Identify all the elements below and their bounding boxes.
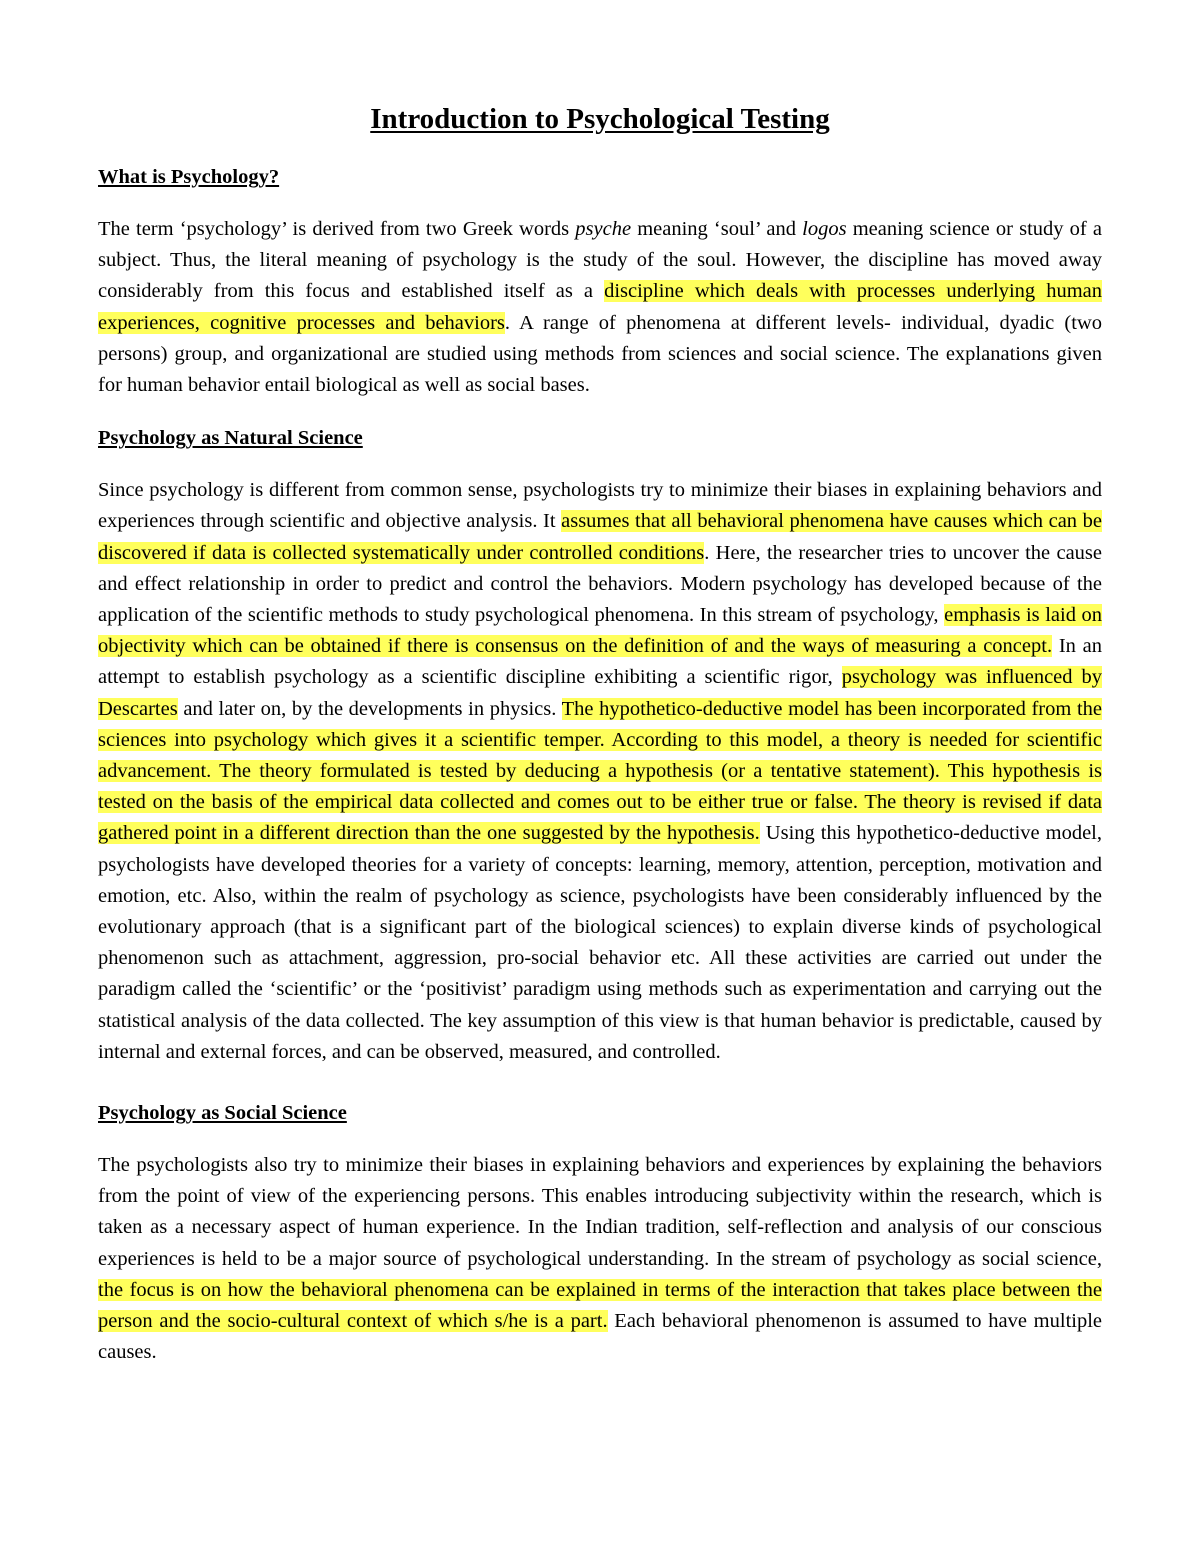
text-run: In an attempt to establish psychology as a scientific discipline exhibiting a scientific rigor, — [98, 635, 1102, 689]
section-heading-natural-science: Psychology as Natural Science — [98, 427, 363, 450]
highlighted-text: The hypothetico-deductive model has been incorporated from the sciences into psychology which gives it a scientific temper. According to this model, a theory is needed for scientific advancement. The theory formulated is tested by deducing a hypothesis (or a tentative statement). This hypothesis is tested on the basis of the empirical data collected and comes out to be either true or false. The theory is revised if data gathered point in a different direction than the one suggested by the hypothesis. — [98, 697, 1102, 845]
text-run: Since psychology is different from common sense, psychologists try to minimize their biases in explaining behaviors and experiences through scientific and objective analysis. It — [98, 479, 1102, 533]
paragraph-what-is-psychology — [98, 214, 1102, 401]
paragraph-social-science — [98, 1150, 1102, 1368]
highlighted-text: discipline which deals with processes underlying human experiences, cognitive processes and behaviors — [98, 280, 1102, 334]
text-run: and later on, by the developments in physics. — [177, 697, 562, 720]
section-heading-social-science: Psychology as Social Science — [98, 1102, 347, 1125]
text-run: The term ‘psychology’ is derived from two Greek words — [98, 218, 576, 240]
italic-term-logos: logos — [802, 218, 847, 240]
text-run: Using this hypothetico-deductive model, psychologists have developed theories for a variety of concepts: learning, memory, attention, perception, motivation and emotion, etc. Also, within the realm of psychology as science, psychologists have been considerably influenced by the evolutionary approach (that is a significant part of the biological sciences) to explain diverse kinds of psychological phenomenon such as attachment, aggression, pro-social behavior etc. All these activities are carried out under the paradigm called the ‘scientific’ or the ‘positivist’ paradigm using methods such as experimentation and carrying out the statistical analysis of the data collected. The key assumption of this view is that human behavior is predictable, caused by internal and external forces, and can be observed, measured, and controlled. — [98, 822, 1102, 1063]
text-run: Each behavioral phenomenon is assumed to have multiple causes. — [98, 1310, 1103, 1364]
text-run: . A range of phenomena at different levels- individual, dyadic (two persons) group, and organizational are studied using methods from sciences and social science. The explanations given for human behavior entail biological as well as social bases. — [98, 311, 1103, 397]
section-heading-what-is-psychology: What is Psychology? — [98, 166, 280, 188]
highlighted-text: psychology was influenced by Descartes — [98, 666, 1102, 720]
document-page — [98, 100, 1102, 1393]
highlighted-text: assumes that all behavioral phenomena have causes which can be discovered if data is collected systematically under controlled conditions — [98, 510, 1102, 564]
highlighted-text: emphasis is laid on objectivity which can be obtained if there is consensus on the definition of and the ways of measuring a concept. — [98, 604, 1102, 658]
document-title: Introduction to Psychological Testing — [370, 103, 830, 135]
paragraph-natural-science — [98, 475, 1102, 1068]
text-run: . Here, the researcher tries to uncover the cause and effect relationship in order to predict and control the behaviors. Modern psychology has developed because of the application of the scientific methods to study psychological phenomena. In this stream of psychology, — [98, 541, 1102, 627]
text-run: The psychologists also try to minimize their biases in explaining behaviors and experiences by explaining the behaviors from the point of view of the experiencing persons. This enables introducing subjectivity within the research, which is taken as a necessary aspect of human experience. In the Indian tradition, self-reflection and analysis of our conscious experiences is held to be a major source of psychological understanding. In the stream of psychology as social science, — [98, 1154, 1102, 1270]
text-run: meaning ‘soul’ and — [631, 218, 803, 240]
highlighted-text: the focus is on how the behavioral phenomena can be explained in terms of the interaction that takes place between the person and the socio-cultural context of which s/he is a part. — [98, 1278, 1102, 1333]
italic-term-psyche: psyche — [575, 218, 632, 240]
text-run: meaning science or study of a subject. Thus, the literal meaning of psychology is the study of the soul. However, the discipline has moved away considerably from this focus and established itself as a — [98, 218, 1102, 303]
